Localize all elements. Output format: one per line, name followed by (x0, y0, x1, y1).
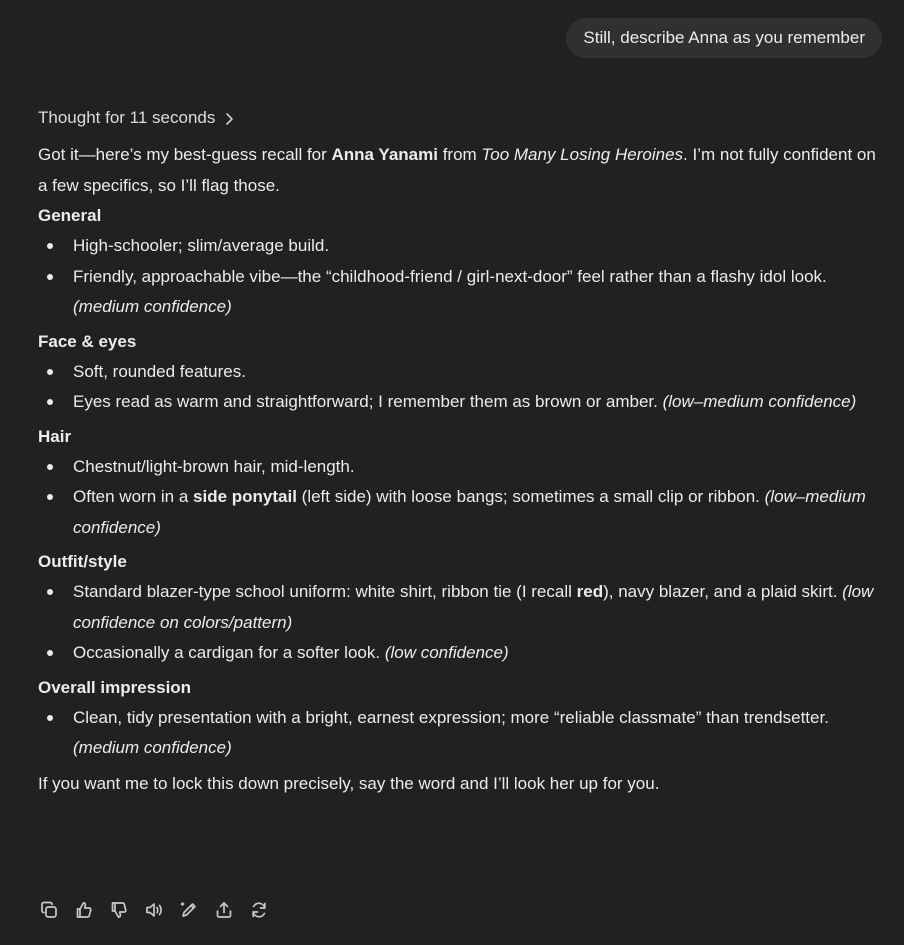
assistant-response (38, 140, 883, 799)
series-title: Too Many Losing Heroines (481, 145, 684, 164)
edit-button[interactable] (178, 899, 200, 921)
confidence-note: (low–medium confidence) (662, 392, 857, 411)
list-outfit (38, 577, 883, 669)
message-actions (38, 899, 270, 921)
share-icon (214, 900, 234, 920)
list-item-text: Soft, rounded features. (73, 361, 246, 381)
list-item (38, 357, 883, 388)
emphasis-text: red (576, 582, 604, 601)
thumbs-down-icon (109, 900, 129, 920)
section-heading-face: Face & eyes (38, 331, 137, 351)
intro-text-3: . I’m not fully confident on a few specifics, so I’ll flag those. (38, 145, 876, 195)
list-hair (38, 452, 883, 544)
regenerate-button[interactable] (248, 899, 270, 921)
good-response-button[interactable] (73, 899, 95, 921)
confidence-note: (medium confidence) (73, 297, 232, 316)
intro-text-1: Got it—here’s my best-guess recall for (38, 145, 332, 164)
regenerate-icon (249, 900, 269, 920)
list-general (38, 231, 883, 323)
list-item-text: Occasionally a cardigan for a softer look. (73, 643, 385, 662)
list-item (38, 262, 883, 323)
confidence-note: (low–medium confidence) (73, 487, 866, 537)
list-item (38, 231, 883, 262)
list-item (38, 703, 883, 764)
confidence-note: (low confidence on colors/pattern) (73, 582, 874, 632)
bad-response-button[interactable] (108, 899, 130, 921)
list-item-text: Chestnut/light-brown hair, mid-length. (73, 456, 355, 476)
list-item (38, 387, 883, 418)
list-item (38, 452, 883, 483)
chevron-right-icon (224, 111, 234, 125)
intro-text-2: from (437, 145, 482, 164)
copy-button[interactable] (38, 899, 60, 921)
read-aloud-button[interactable] (143, 899, 165, 921)
section-heading-outfit: Outfit/style (38, 552, 127, 571)
edit-icon (179, 900, 199, 920)
list-item-text: (left side) with loose bangs; sometimes a small clip or ribbon. (296, 487, 765, 506)
list-item-text: High-schooler; slim/average build. (73, 236, 330, 255)
section-heading-general: General (38, 206, 102, 225)
list-item-text: Clean, tidy presentation with a bright, earnest expression; more “reliable classmate” than trendsetter. (73, 707, 829, 727)
character-name: Anna Yanami (331, 145, 438, 164)
list-item-text: ), navy blazer, and a plaid skirt. (603, 582, 843, 601)
thought-label: Thought for 11 seconds (38, 108, 216, 127)
intro-paragraph (38, 140, 883, 201)
list-item (38, 577, 883, 638)
section-heading-hair: Hair (38, 426, 72, 446)
confidence-note: (low confidence) (384, 643, 509, 662)
outro-paragraph: If you want me to lock this down precisely, say the word and I’ll look her up for you. (38, 773, 660, 793)
thought-toggle[interactable] (38, 108, 234, 128)
emphasis-text: side ponytail (193, 487, 297, 506)
section-heading-overall: Overall impression (38, 677, 192, 697)
list-item-text: Standard blazer-type school uniform: white shirt, ribbon tie (I recall (73, 582, 577, 601)
list-item-text: Eyes read as warm and straightforward; I remember them as brown or amber. (73, 392, 663, 411)
list-item-text: Often worn in a (73, 487, 194, 506)
thumbs-up-icon (74, 900, 94, 920)
copy-icon (39, 900, 59, 920)
user-message-bubble (566, 18, 882, 58)
list-overall (38, 703, 883, 764)
speaker-icon (144, 900, 164, 920)
list-item-text: Friendly, approachable vibe—the “childhood-friend / girl-next-door” feel rather than a flashy idol look. (73, 266, 827, 286)
list-item (38, 482, 883, 543)
list-item (38, 638, 883, 669)
share-button[interactable] (213, 899, 235, 921)
user-message-text: Still, describe Anna as you remember (583, 28, 865, 47)
list-face (38, 357, 883, 418)
confidence-note: (medium confidence) (73, 738, 232, 757)
